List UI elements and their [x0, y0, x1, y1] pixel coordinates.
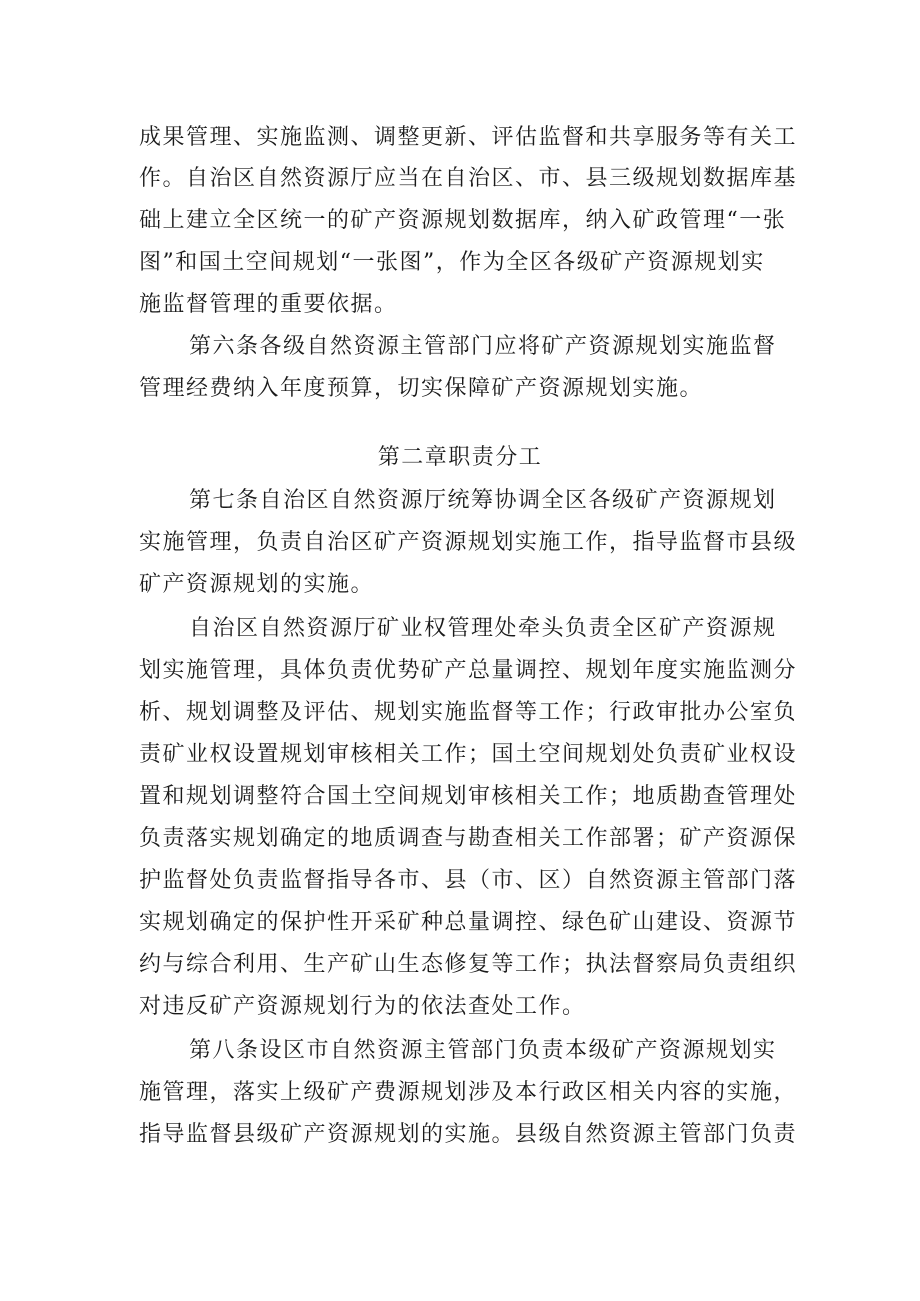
chapter-heading: 第二章职责分工 — [377, 445, 543, 470]
text-line: 矿产资源规划的实施。 — [139, 572, 375, 597]
text-line: 成果管理、实施监测、调整更新、评估监督和共享服务等有关工 — [139, 125, 798, 150]
article-7-start: 第七条自治区自然资源厅统筹协调全区各级矿产资源规划 — [189, 488, 777, 513]
text-line: 责矿业权设置规划审核相关工作；国土空间规划处负责矿业权设 — [139, 742, 798, 767]
article-8-start: 第八条设区市自然资源主管部门负责本级矿产资源规划实 — [189, 1038, 777, 1063]
text-line: 指导监督县级矿产资源规划的实施。县级自然资源主管部门负责 — [139, 1122, 798, 1147]
text-line: 管理经费纳入年度预算，切实保障矿产资源规划实施。 — [139, 376, 704, 401]
text-line: 图”和国土空间规划“一张图”，作为全区各级矿产资源规划实 — [139, 250, 765, 275]
text-line: 置和规划调整符合国土空间规划审核相关工作；地质勘查管理处 — [139, 784, 798, 809]
article-6-start: 第六条各级自然资源主管部门应将矿产资源规划实施监督 — [189, 334, 777, 359]
text-line: 施监督管理的重要依据。 — [139, 292, 398, 317]
text-line: 负责落实规划确定的地质调查与勘查相关工作部署；矿产资源保 — [139, 826, 798, 851]
text-line: 对违反矿产资源规划行为的依法查处工作。 — [139, 994, 586, 1019]
text-line: 约与综合利用、生产矿山生态修复等工作；执法督察局负责组织 — [139, 952, 798, 977]
text-line: 实施管理，负责自治区矿产资源规划实施工作，指导监督市县级 — [139, 530, 798, 555]
text-line: 划实施管理，具体负责优势矿产总量调控、规划年度实施监测分 — [139, 658, 798, 683]
text-line: 作。自治区自然资源厅应当在自治区、市、县三级规划数据库基 — [139, 166, 798, 191]
text-line: 护监督处负责监督指导各市、县（市、区）自然资源主管部门落 — [139, 868, 798, 893]
text-line: 施管理，落实上级矿产费源规划涉及本行政区相关内容的实施， — [139, 1080, 798, 1105]
paragraph-start: 自治区自然资源厅矿业权管理处牵头负责全区矿产资源规 — [189, 616, 777, 641]
text-line: 析、规划调整及评估、规划实施监督等工作；行政审批办公室负 — [139, 700, 798, 725]
text-line: 实规划确定的保护性开采矿种总量调控、绿色矿山建设、资源节 — [139, 910, 798, 935]
text-line: 础上建立全区统一的矿产资源规划数据库，纳入矿政管理“一张 — [139, 208, 787, 233]
